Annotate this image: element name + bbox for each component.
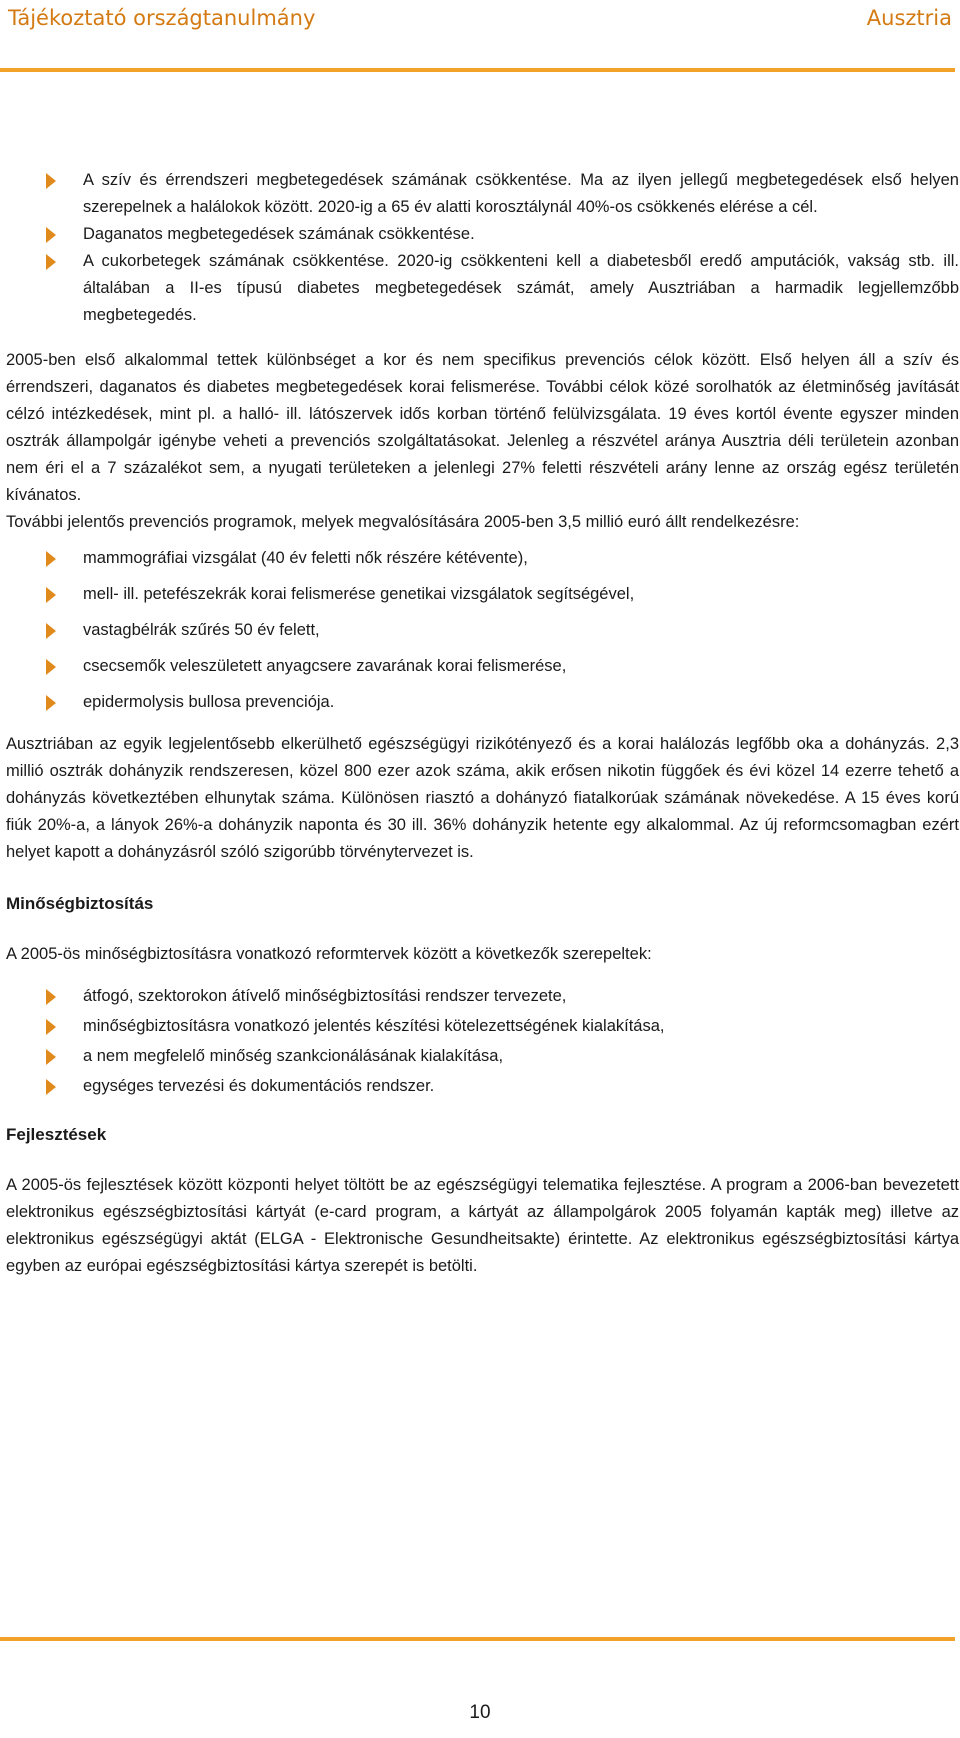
- list-item-text: mammográfiai vizsgálat (40 év feletti nők részére kétévente),: [83, 549, 528, 567]
- bullet-arrow-icon: [46, 1019, 56, 1035]
- bullet-arrow-icon: [46, 1049, 56, 1065]
- bullet-arrow-icon: [46, 659, 56, 675]
- paragraph-programs: További jelentős prevenciós programok, melyek megvalósítására 2005-ben 3,5 millió euró állt rendelkezésre:: [6, 513, 800, 531]
- paragraph-quality: A 2005-ös minőségbiztosításra vonatkozó reformtervek között a következők szerepeltek:: [6, 945, 652, 963]
- header-divider: [0, 68, 955, 72]
- list-item: [6, 167, 959, 221]
- list-item-text: minőségbiztosításra vonatkozó jelentés készítési kötelezettségének kialakítása,: [83, 1017, 665, 1035]
- list-item-text: Daganatos megbetegedések számának csökkentése.: [83, 225, 475, 243]
- paragraph-prevention: 2005-ben első alkalommal tettek különbséget a kor és nem specifikus prevenciós célok között. Első helyen áll a szív és érrendszeri, daganatos és diabetes megbetegedések korai felismerése. További célok közé sorolhatók az életminőség javítását célzó intézkedések, mint pl. a halló- ill. látószervek idős korban történő felülvizsgálata. 19 éves kortól évente egyszer minden osztrák állampolgár igénybe veheti a prevenciós szolgáltatásokat. Jelenleg a részvétel aránya Ausztria déli területein azonban nem éri el a 7 százalékot sem, a nyugati területeken a jelenlegi 27% feletti részvételi arány lenne az ország egész területén kívánatos.: [6, 351, 959, 504]
- bullet-arrow-icon: [46, 695, 56, 711]
- footer-divider: [0, 1637, 955, 1641]
- list-item-text: A szív és érrendszeri megbetegedések számának csökkentése. Ma az ilyen jellegű megbetegedések első helyen szerepelnek a halálokok között. 2020-ig a 65 év alatti korosztálynál 40%-os csökkenés elérése a cél.: [83, 171, 959, 216]
- document-body: [6, 167, 959, 1280]
- header-country: Ausztria: [866, 6, 952, 30]
- list-item: [6, 1073, 959, 1100]
- list-item: [6, 1013, 959, 1040]
- bullet-arrow-icon: [46, 254, 56, 270]
- list-item: [6, 221, 959, 248]
- section-heading-development: Fejlesztések: [6, 1125, 107, 1144]
- bullet-arrow-icon: [46, 227, 56, 243]
- list-item: [6, 617, 959, 644]
- bullet-arrow-icon: [46, 623, 56, 639]
- section-heading-quality: Minőségbiztosítás: [6, 894, 154, 913]
- list-item: [6, 653, 959, 680]
- list-item: [6, 983, 959, 1010]
- bullet-arrow-icon: [46, 989, 56, 1005]
- quality-bullet-list: [6, 983, 959, 1100]
- list-item: [6, 1043, 959, 1070]
- list-item-text: csecsemők veleszületett anyagcsere zavarának korai felismerése,: [83, 657, 567, 675]
- list-item: [6, 545, 959, 572]
- list-item-text: mell- ill. petefészekrák korai felismerése genetikai vizsgálatok segítségével,: [83, 585, 635, 603]
- list-item-text: egységes tervezési és dokumentációs rendszer.: [83, 1077, 435, 1095]
- bullet-arrow-icon: [46, 1079, 56, 1095]
- bullet-arrow-icon: [46, 173, 56, 189]
- bullet-arrow-icon: [46, 551, 56, 567]
- intro-bullet-list: [6, 167, 959, 329]
- list-item-text: átfogó, szektorokon átívelő minőségbiztosítási rendszer tervezete,: [83, 987, 567, 1005]
- paragraph-smoking: Ausztriában az egyik legjelentősebb elkerülhető egészségügyi rizikótényező és a korai halálozás legfőbb oka a dohányzás. 2,3 millió osztrák dohányzik rendszeresen, közel 800 ezer azok száma, akik erősen nikotin függőek és évi közel 14 ezerre tehető a dohányzás következtében elhunytak száma. Különösen riasztó a dohányzó fiatalkorúak számának növekedése. A 15 éves korú fiúk 20%-a, a lányok 26%-a dohányzik naponta és 30 ill. 36% dohányzik hetente egy alkalommal. Az új reformcsomagban ezért helyet kapott a dohányzásról szóló szigorúbb törvénytervezet is.: [6, 735, 959, 861]
- bullet-arrow-icon: [46, 587, 56, 603]
- list-item-text: epidermolysis bullosa prevenciója.: [83, 693, 335, 711]
- page-header: [0, 0, 960, 74]
- list-item-text: A cukorbetegek számának csökkentése. 2020-ig csökkenteni kell a diabetesből eredő amputációk, vakság stb. ill. általában a II-es típusú diabetes megbetegedések számát, amely Ausztriában a harmadik legjellemzőbb megbetegedés.: [83, 252, 959, 324]
- list-item: [6, 581, 959, 608]
- page-number: 10: [469, 1702, 491, 1723]
- list-item-text: a nem megfelelő minőség szankcionálásának kialakítása,: [83, 1047, 504, 1065]
- program-bullet-list: [6, 545, 959, 716]
- paragraph-development: A 2005-ös fejlesztések között központi helyet töltött be az egészségügyi telematika fejlesztése. A program a 2006-ban bevezetett elektronikus egészségbiztosítási kártyát (e-card program, a kártyát az állampolgárok 2005 folyamán kapták meg) illetve az elektronikus egészségügyi aktát (ELGA - Elektronische Gesundheitsakte) érintette. Az elektronikus egészségbiztosítási kártya egyben az európai egészségbiztosítási kártya szerepét is betölti.: [6, 1176, 959, 1275]
- list-item: [6, 689, 959, 716]
- header-document-title: Tájékoztató országtanulmány: [8, 6, 316, 30]
- list-item: [6, 248, 959, 329]
- list-item-text: vastagbélrák szűrés 50 év felett,: [83, 621, 320, 639]
